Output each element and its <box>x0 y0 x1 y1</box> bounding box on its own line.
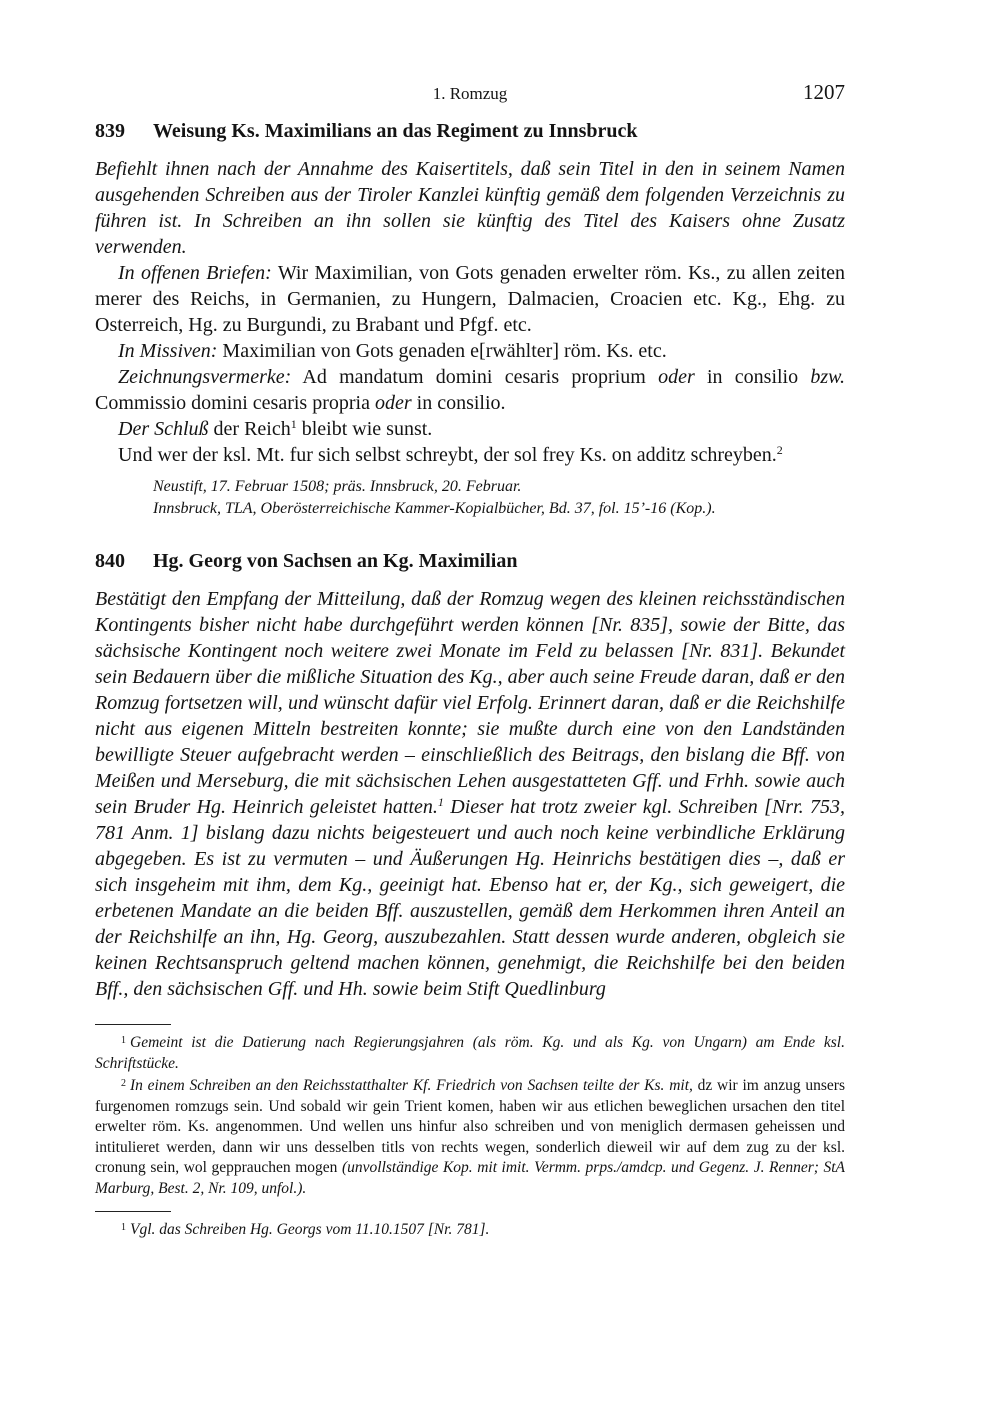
footnote-source: (unvollständige Kop. mit imit. Vermm. prps./amdcp. und Gegenz. J. Renner; StA Marburg, Best. 2, Nr. 109, unfol.). <box>95 1159 845 1197</box>
paragraph-label: Der Schluß <box>118 418 209 440</box>
editorial-word: oder <box>658 366 695 388</box>
paragraph-text: Commissio domini cesaris propria <box>95 392 375 414</box>
doc-839-paragraph-signature-notes <box>95 364 845 416</box>
footnote-quote: dz wir im anzug unsers furgenomen romzugs sein. Und sobald wir gein Trient komen, haben wir aus etlichen beweglichen ursachen den titel erwelter röm. Ks. angenommen. Und wellen uns hinfur also schreiben und von meniglich dermasen geheissen und intitulieret werden, dann wir uns desselben titls von rechts wegen, sonderlich dieweil wir auf dem zug zu der ksl. cronung sein, wol gepprauchen mogen <box>95 1077 845 1176</box>
paragraph-label: In Missiven: <box>118 340 218 362</box>
doc-839-paragraph-open-letters <box>95 260 845 338</box>
doc-840-regest <box>95 586 845 1002</box>
paragraph-text: der Reich <box>208 418 291 440</box>
doc-title: Hg. Georg von Sachsen an Kg. Maximilian <box>153 550 518 572</box>
footnote-text: Gemeint ist die Datierung nach Regierungsjahren (als röm. Kg. und als Kg. von Ungarn) am Ende ksl. Schriftstücke. <box>95 1034 845 1072</box>
doc-839-source <box>153 476 845 520</box>
footnote-mark: 2 <box>121 1078 126 1089</box>
doc-839-paragraph-closing <box>95 416 845 442</box>
footnote-rule <box>95 1211 171 1212</box>
editorial-word: oder <box>374 392 412 414</box>
doc-839-heading <box>95 118 845 144</box>
footnotes-840 <box>95 1211 845 1241</box>
doc-number: 840 <box>95 550 125 572</box>
running-head-title: 1. Romzug <box>432 84 508 103</box>
footnote <box>95 1218 845 1241</box>
footnote-ref: 1 <box>290 417 297 431</box>
footnote-mark: 1 <box>121 1035 126 1046</box>
doc-839-regest: Befiehlt ihnen nach der Annahme des Kaisertitels, daß sein Titel in den in seinem Namen ausgehenden Schreiben aus der Tiroler Kanzlei künftig gemäß dem folgenden Verzeichnis zu führen ist. In Schreiben an ihn sollen sie künftig des Titel des Kaisers ohne Zusatz verwenden. <box>95 158 845 258</box>
running-head <box>95 78 845 112</box>
doc-title: Weisung Ks. Maximilians an das Regiment zu Innsbruck <box>153 120 638 142</box>
footnote-text: Vgl. das Schreiben Hg. Georgs vom 11.10.1507 [Nr. 781]. <box>130 1221 490 1238</box>
footnote <box>95 1031 845 1074</box>
paragraph-text: bleibt wie sunst. <box>296 418 433 440</box>
doc-number: 839 <box>95 120 125 142</box>
doc-839-paragraph-final <box>95 442 845 468</box>
paragraph-text: Und wer der ksl. Mt. fur sich selbst schreybt, der sol frey Ks. on additz schreyben. <box>118 444 777 466</box>
paragraph-text: Ad mandatum domini cesaris proprium <box>291 366 659 388</box>
footnote-mark: 1 <box>121 1222 126 1233</box>
source-archive: Innsbruck, TLA, Oberösterreichische Kammer-Kopialbücher, Bd. 37, fol. 15’-16 (Kop.). <box>153 500 716 517</box>
editorial-word: bzw. <box>810 366 846 388</box>
regest-text: Dieser hat trotz zweier kgl. Schreiben [Nrr. 753, 781 Anm. 1] bislang dazu nichts beigesteuert und auch noch keine verbindliche Erklärung abgegeben. Es ist zu vermuten – und Äußerungen Hg. Heinrichs bestätigen dies –, daß er sich insgeheim mit ihm, dem Kg., geeinigt hat. Ebenso hat er, der Kg., sich geweigert, die erbetenen Mandate an die beiden Bff. auszustellen, gemäß dem Herkommen ihren Anteil an der Reichshilfe an ihn, Hg. Georg, auszubezahlen. Statt dessen wurde anderen, obgleich sie keinen Rechtsanspruch geltend machen können, genehmigt, die Reichshilfe bei den beiden Bff., den sächsischen Gff. und Hh. sowie beim Stift Quedlinburg <box>95 796 845 1000</box>
paragraph-label: Zeichnungsvermerke: <box>118 366 292 388</box>
source-date: Neustift, 17. Februar 1508; präs. Innsbruck, 20. Februar. <box>153 478 522 495</box>
doc-840-heading <box>95 548 845 574</box>
footnote-ref: 2 <box>776 443 783 457</box>
paragraph-text: in consilio <box>694 366 811 388</box>
footnotes-839 <box>95 1024 845 1199</box>
paragraph-text: in consilio. <box>411 392 506 414</box>
paragraph-text: Maximilian von Gots genaden e[rwählter] röm. Ks. etc. <box>217 340 667 362</box>
page <box>95 78 845 1241</box>
paragraph-text: Wir Maximilian, von Gots genaden erwelter röm. Ks., zu allen zeiten merer des Reichs, in Germanien, zu Hungern, Dalmacien, Croacien etc. Kg., Ehg. zu Osterreich, Hg. zu Burgundi, zu Brabant und Pfgf. etc. <box>95 262 846 336</box>
doc-839-paragraph-missives <box>95 338 845 364</box>
paragraph-label: In offenen Briefen: <box>118 262 272 284</box>
footnote-rule <box>95 1024 171 1025</box>
footnote <box>95 1074 845 1199</box>
footnote-text: In einem Schreiben an den Reichsstatthalter Kf. Friedrich von Sachsen teilte der Ks. mit, <box>130 1077 693 1094</box>
regest-text: Bestätigt den Empfang der Mitteilung, daß der Romzug wegen des kleinen reichsständischen Kontingents bisher nicht habe durchgeführt werden können [Nr. 835], sowie der Bitte, das sächsische Kontingent noch weitere zwei Monate im Feld zu belassen [Nr. 831]. Bekundet sein Bedauern über die mißliche Situation des Kg., aber auch seine Freude daran, daß er den Romzug fortsetzen will, und wünscht dafür viel Erfolg. Erinnert daran, daß er die Reichshilfe nicht aus eigenen Mitteln bestreiten konnte; sie mußte durch eine von den Landständen bewilligte Steuer aufgebracht werden – einschließlich des Beitrags, den bislang die Bff. von Meißen und Merseburg, die mit sächsischen Lehen ausgestatteten Gff. und Frhh. sowie auch sein Bruder Hg. Heinrich geleistet hatten. <box>95 588 845 818</box>
page-number: 1207 <box>803 80 845 104</box>
footnote-ref: 1 <box>437 795 444 809</box>
